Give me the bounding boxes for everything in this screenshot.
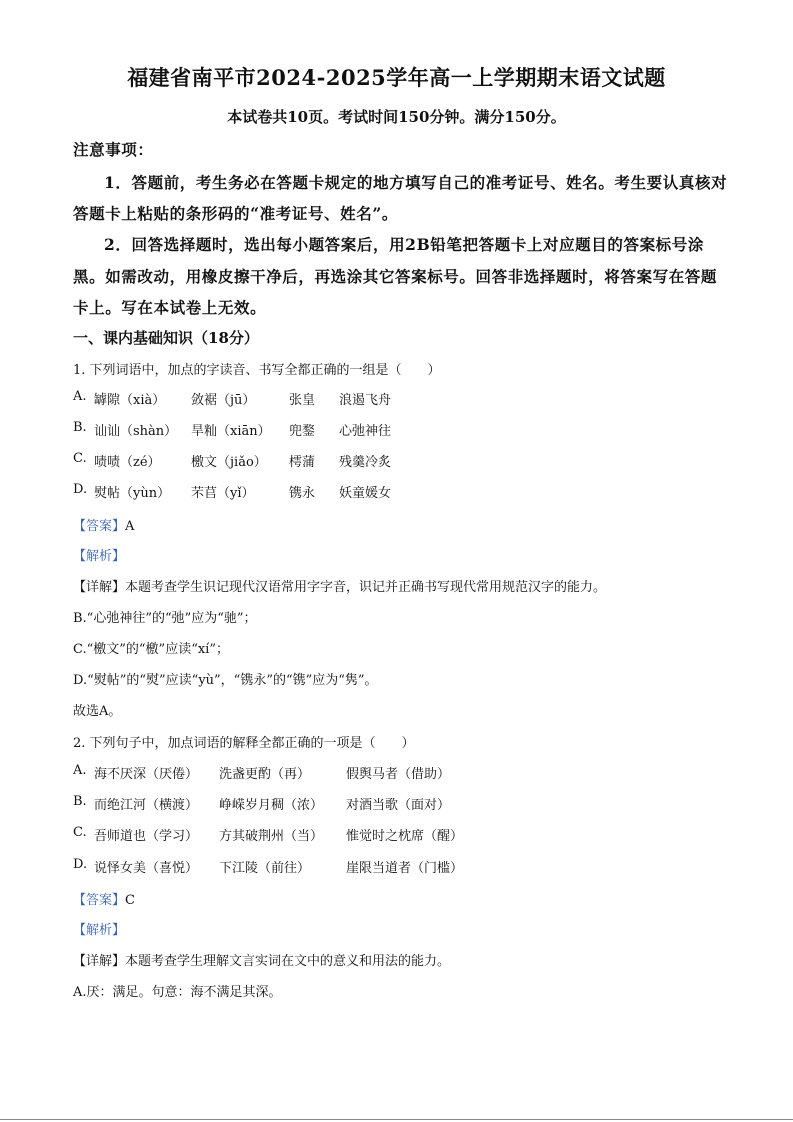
option-term: 说怿女美（喜悦） bbox=[94, 861, 199, 876]
q1-detail: 【详解】本题考查学生识记现代汉语常用字字音，识记并正确书写现代常用规范汉字的能力。 bbox=[73, 580, 607, 595]
option-label: A. bbox=[73, 389, 87, 404]
notice-2-line-1: 2．回答选择题时，选出每小题答案后，用2B铅笔把答题卡上对应题目的答案标号涂 bbox=[104, 235, 704, 254]
notice-2-line-2: 黑。如需改动，用橡皮擦干净后，再选涂其它答案标号。回答非选择题时，将答案写在答题 bbox=[73, 267, 718, 286]
q1-note-d: D.“熨帖”的“熨”应读“yù”，“镌永”的“镌”应为“隽”。 bbox=[73, 673, 378, 688]
option-label: D. bbox=[73, 857, 88, 872]
option-term: 峥嵘岁月稠（浓） bbox=[219, 798, 324, 813]
option-term: 假舆马者（借助） bbox=[346, 767, 451, 782]
q2-answer bbox=[73, 889, 135, 908]
option-term: 吾师道也（学习） bbox=[94, 829, 199, 844]
notice-1-line-1: 1．答题前，考生务必在答题卡规定的地方填写自己的准考证号、姓名。考生要认真核对 bbox=[104, 173, 728, 192]
page-bottom-divider bbox=[0, 1119, 793, 1120]
option-term: 兜鍪 bbox=[289, 424, 316, 439]
option-term: 檄文（jiǎo） bbox=[191, 455, 267, 470]
option-term: 浪遏飞舟 bbox=[339, 393, 392, 408]
option-term: 熨帖（yùn） bbox=[94, 486, 171, 501]
option-term: 对酒当歌（面对） bbox=[346, 798, 451, 813]
option-term: 张皇 bbox=[289, 393, 316, 408]
option-term: 崖限当道者（门槛） bbox=[346, 861, 464, 876]
option-label: C. bbox=[73, 451, 87, 466]
option-term: 讪讪（shàn） bbox=[94, 424, 178, 439]
option-label: B. bbox=[73, 420, 87, 435]
option-term: 下江陵（前往） bbox=[219, 861, 311, 876]
option-term: 海不厌深（厌倦） bbox=[94, 767, 199, 782]
option-term: 樗蒲 bbox=[289, 455, 316, 470]
option-term: 心弛神往 bbox=[339, 424, 392, 439]
option-term: 洗盏更酌（再） bbox=[219, 767, 311, 782]
q1-note-b: B.“心弛神往”的“弛”应为“驰”； bbox=[73, 611, 257, 626]
notice-heading: 注意事项： bbox=[73, 140, 154, 159]
notice-2-line-3: 卡上。写在本试卷上无效。 bbox=[73, 298, 267, 317]
option-label: A. bbox=[73, 763, 87, 778]
option-term: 残羹冷炙 bbox=[339, 455, 392, 470]
q2-note-a: A.厌：满足。句意：海不满足其深。 bbox=[73, 985, 282, 1000]
option-label: D. bbox=[73, 482, 88, 497]
option-term: 旱籼（xiān） bbox=[191, 424, 271, 439]
notice-1-line-2: 答题卡上粘贴的条形码的“准考证号、姓名”。 bbox=[73, 204, 398, 223]
option-term: 敛裾（jū） bbox=[191, 393, 256, 408]
q1-analysis-tag: 【解析】 bbox=[73, 549, 126, 564]
option-term: 啧啧（zé） bbox=[94, 455, 161, 470]
q1-note-c: C.“檄文”的“檄”应读“xí”； bbox=[73, 642, 229, 657]
answer-tag: 【答案】 bbox=[73, 893, 126, 908]
answer-value: A bbox=[125, 519, 135, 534]
doc-subtitle: 本试卷共10页。考试时间150分钟。满分150分。 bbox=[227, 108, 566, 126]
q1-stem: 1. 下列词语中，加点的字读音、书写全都正确的一组是（ ） bbox=[73, 363, 441, 378]
option-label: C. bbox=[73, 825, 87, 840]
answer-value: C bbox=[125, 893, 135, 908]
q2-analysis-tag: 【解析】 bbox=[73, 923, 126, 938]
option-label: B. bbox=[73, 794, 87, 809]
section-heading: 一、课内基础知识（18分） bbox=[73, 329, 259, 347]
answer-tag: 【答案】 bbox=[73, 519, 126, 534]
option-term: 而绝江河（横渡） bbox=[94, 798, 199, 813]
option-term: 妖童媛女 bbox=[339, 486, 392, 501]
option-term: 方其破荆州（当） bbox=[219, 829, 324, 844]
q2-detail: 【详解】本题考查学生理解文言实词在文中的意义和用法的能力。 bbox=[73, 954, 451, 969]
q1-conclusion: 故选A。 bbox=[73, 704, 122, 719]
doc-title: 福建省南平市2024-2025学年高一上学期期末语文试题 bbox=[127, 65, 666, 90]
option-term: 罅隙（xià） bbox=[94, 393, 166, 408]
option-term: 惟觉时之枕席（醒） bbox=[346, 829, 464, 844]
option-term: 芣苢（yǐ） bbox=[191, 486, 255, 501]
q2-stem: 2. 下列句子中，加点词语的解释全都正确的一项是（ ） bbox=[73, 736, 415, 751]
q1-answer bbox=[73, 515, 134, 534]
option-term: 镌永 bbox=[289, 486, 316, 501]
